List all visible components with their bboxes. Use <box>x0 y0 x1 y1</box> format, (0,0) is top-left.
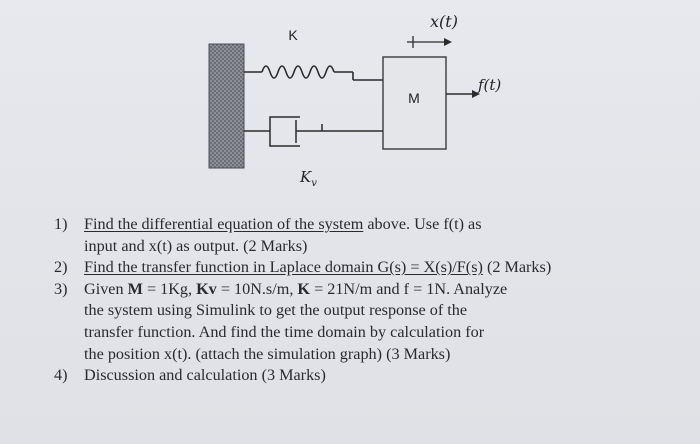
question-3-line4: the position x(t). (attach the simulation graph) (3 Marks) <box>84 344 451 363</box>
question-2 <box>54 257 694 279</box>
question-4-text: Discussion and calculation (3 Marks) <box>84 366 326 385</box>
force-arrow <box>446 90 480 98</box>
question-number: 1) <box>54 215 68 233</box>
question-1-text: above. Use f(t) as <box>363 215 482 233</box>
question-1 <box>54 214 694 257</box>
damping-value: = 10N.s/m, <box>216 279 298 298</box>
question-3-line3: transfer function. And find the time domain by calculation for <box>84 322 485 341</box>
damper-label: $K_v$ <box>300 168 317 189</box>
question-number: 3) <box>54 279 68 298</box>
question-4 <box>54 365 694 387</box>
question-3-line2: the system using Simulink to get the output response of the <box>84 301 468 320</box>
stiffness-symbol: K <box>297 279 311 298</box>
question-2-marks: (2 Marks) <box>482 258 552 277</box>
damper <box>244 117 383 146</box>
question-2-underlined: Find the transfer function in Laplace domain G(s) = X(s)/F(s) <box>84 258 483 277</box>
spring <box>244 66 383 80</box>
given-text: Given <box>84 279 128 298</box>
fixed-wall <box>209 44 244 168</box>
force-label: f(t) <box>478 76 502 94</box>
question-number: 2) <box>54 258 68 277</box>
mass-label: M <box>408 90 420 106</box>
stiffness-value: = 21N/m and f = 1N. Analyze <box>310 279 508 298</box>
mass-symbol: M <box>127 279 143 298</box>
displacement-label: x(t) <box>430 12 458 31</box>
damping-symbol: Kv <box>196 279 217 298</box>
mass-value: = 1Kg, <box>142 279 197 298</box>
question-list <box>54 214 694 387</box>
mass-spring-damper-diagram <box>0 0 700 205</box>
displacement-arrow <box>407 36 452 48</box>
question-1-underlined: Find the differential equation of the system <box>84 215 364 233</box>
question-1-line2: input and x(t) as output. (2 Marks) <box>84 236 308 255</box>
spring-label: K <box>288 27 298 43</box>
question-number: 4) <box>54 366 68 385</box>
question-3 <box>54 279 694 365</box>
